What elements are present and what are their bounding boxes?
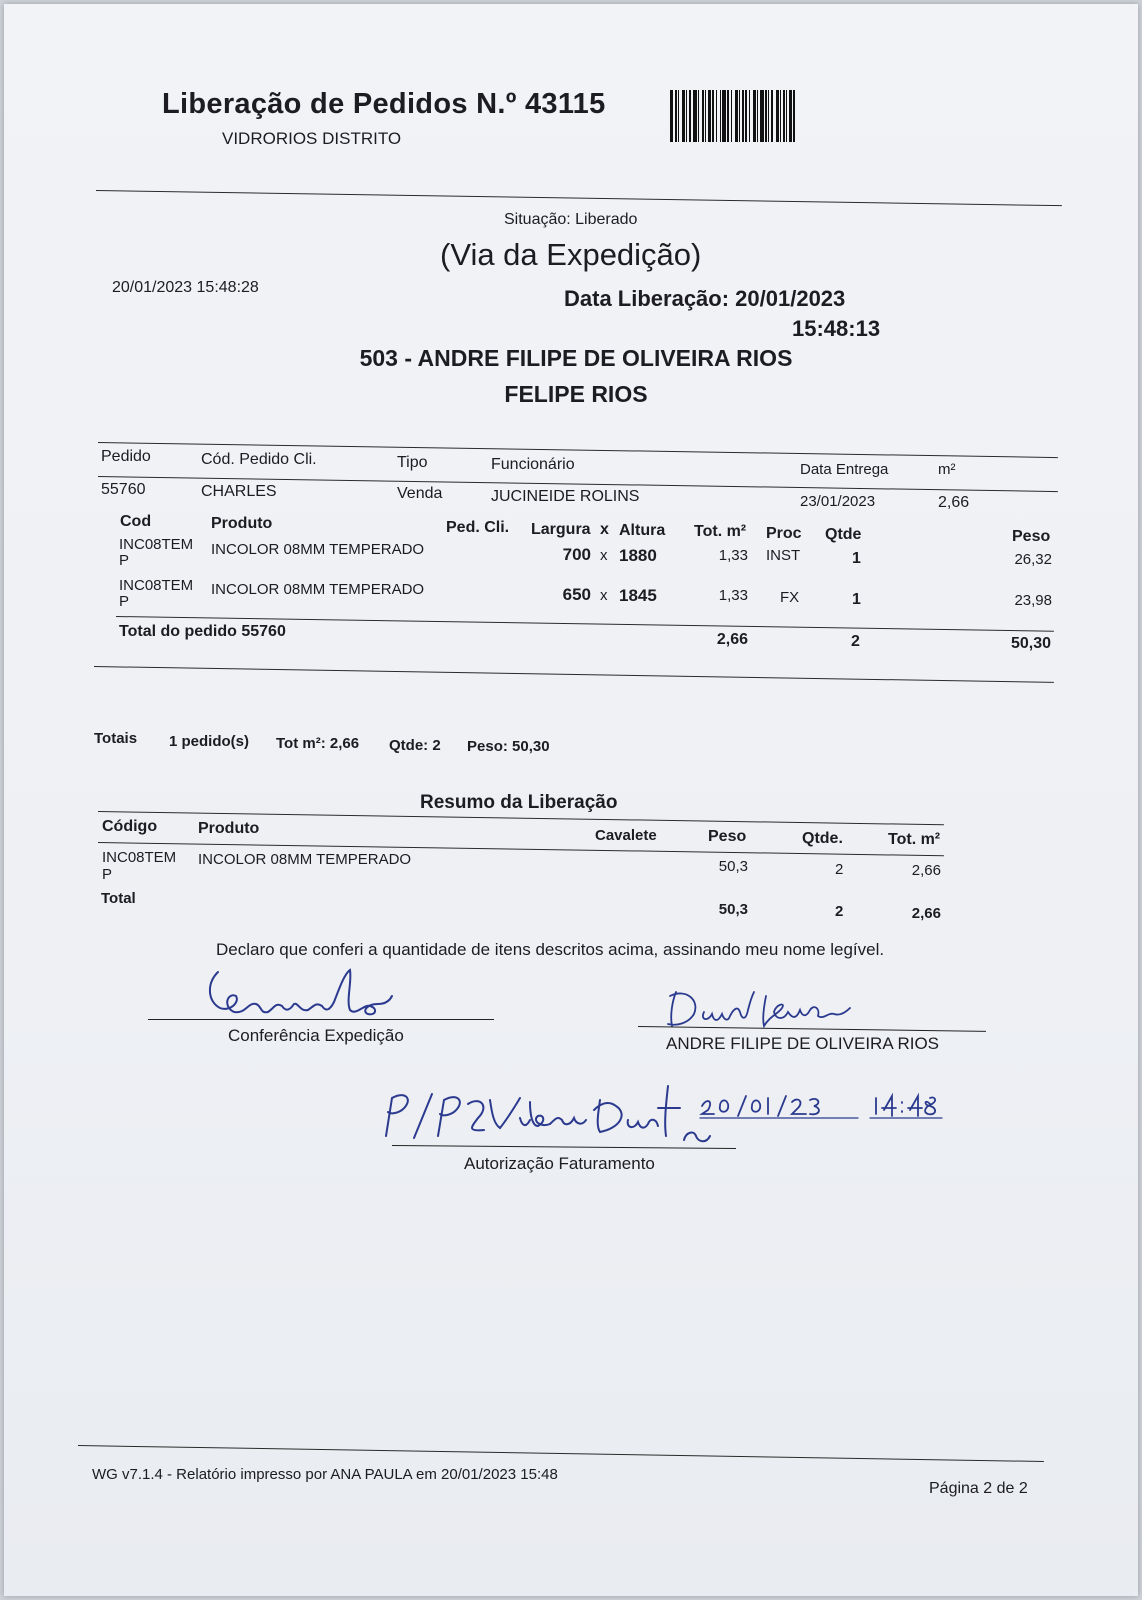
- signature-caption-right: ANDRE FILIPE DE OLIVEIRA RIOS: [666, 1034, 940, 1053]
- item-peso: 26,32: [1014, 551, 1052, 568]
- items-col-proc: Proc: [766, 525, 802, 542]
- summary-col-tot-m2: Tot. m²: [888, 831, 941, 848]
- item-produto: INCOLOR 08MM TEMPERADO: [211, 581, 425, 598]
- footer-rule: [78, 1445, 1044, 1462]
- item-produto: INCOLOR 08MM TEMPERADO: [211, 541, 425, 558]
- item-qtde: 1: [852, 591, 861, 608]
- barcode-bar: [693, 90, 697, 142]
- barcode-bar: [786, 90, 787, 142]
- header-divider: [96, 190, 1062, 206]
- summary-total-tot-m2: 2,66: [911, 905, 941, 922]
- signature-caption-bottom: Autorização Faturamento: [464, 1154, 655, 1173]
- items-col-x: x: [600, 521, 609, 538]
- summary-col-codigo: Código: [102, 818, 158, 835]
- totals-qtde: Qtde: 2: [389, 737, 441, 754]
- client-name: 503 - ANDRE FILIPE DE OLIVEIRA RIOS: [359, 345, 793, 371]
- totals-pedidos: 1 pedido(s): [169, 733, 250, 750]
- summary-tot-m2: 2,66: [911, 862, 941, 879]
- item-cod-suffix: P: [119, 552, 130, 569]
- signature-caption-left: Conferência Expedição: [228, 1026, 404, 1045]
- summary-cod: INC08TEM: [102, 849, 177, 866]
- summary-col-produto: Produto: [198, 820, 260, 837]
- order-total-label: Total do pedido 55760: [119, 623, 286, 640]
- barcode-bar: [720, 90, 721, 142]
- summary-col-qtde: Qtde.: [802, 830, 843, 847]
- order-total-peso: 50,30: [1010, 635, 1051, 652]
- barcode-bar: [757, 90, 758, 142]
- totals-peso: Peso: 50,30: [467, 738, 550, 755]
- release-date: Data Liberação: 20/01/2023: [564, 286, 846, 311]
- barcode-bar: [753, 90, 756, 142]
- document-sheet: [4, 4, 1138, 1596]
- col-funcionario: Funcionário: [491, 456, 575, 473]
- order-total-m2: 2,66: [716, 631, 748, 648]
- summary-total-peso: 50,3: [718, 901, 748, 918]
- client-nickname: FELIPE RIOS: [504, 381, 648, 407]
- barcode: [670, 90, 842, 142]
- barcode-bar: [686, 90, 687, 142]
- barcode-bar: [702, 90, 704, 142]
- item-tot-m2: 1,33: [718, 547, 748, 564]
- barcode-bar: [739, 90, 740, 142]
- item-altura: 1880: [619, 546, 657, 565]
- summary-title: Resumo da Liberação: [420, 792, 618, 813]
- order-pedido: 55760: [101, 481, 146, 498]
- item-x: x: [600, 547, 608, 564]
- summary-col-cavalete: Cavalete: [595, 827, 657, 844]
- signature-bottom: [380, 1078, 720, 1150]
- summary-total-label: Total: [101, 890, 136, 907]
- company-name: VIDRORIOS DISTRITO: [222, 129, 402, 148]
- barcode-bar: [793, 90, 795, 142]
- barcode-bar: [735, 90, 738, 142]
- barcode-bar: [708, 90, 711, 142]
- barcode-bar: [760, 90, 764, 142]
- items-col-tot-m2: Tot. m²: [694, 523, 747, 540]
- barcode-bar: [780, 90, 781, 142]
- order-m2: 2,66: [938, 494, 970, 511]
- barcode-bar: [731, 90, 732, 142]
- document-title: Liberação de Pedidos N.º 43115: [162, 88, 606, 120]
- barcode-bar: [765, 90, 767, 142]
- barcode-bar: [670, 90, 673, 142]
- order-cod-cli: CHARLES: [201, 483, 277, 500]
- barcode-bar: [716, 90, 717, 142]
- items-col-peso: Peso: [1012, 528, 1051, 545]
- barcode-bar: [678, 90, 679, 142]
- item-peso: 23,98: [1014, 592, 1052, 609]
- barcode-bar: [698, 90, 699, 142]
- item-cod: INC08TEM: [119, 536, 194, 553]
- item-qtde: 1: [852, 550, 861, 567]
- item-proc: INST: [766, 547, 801, 564]
- order-section-divider: [94, 666, 1054, 683]
- items-col-largura: Largura: [531, 521, 591, 538]
- barcode-bar: [689, 90, 691, 142]
- items-col-cod: Cod: [120, 513, 152, 530]
- order-data-entrega: 23/01/2023: [800, 493, 876, 510]
- barcode-bar: [727, 90, 729, 142]
- barcode-bar: [742, 90, 744, 142]
- summary-col-peso: Peso: [708, 828, 747, 845]
- order-funcionario: JUCINEIDE ROLINS: [491, 488, 640, 505]
- barcode-bar: [682, 90, 685, 142]
- item-cod-suffix: P: [119, 593, 130, 610]
- footer-printed-by: WG v7.1.4 - Relatório impresso por ANA PAULA em 20/01/2023 15:48: [92, 1466, 558, 1483]
- barcode-bar: [789, 90, 792, 142]
- items-col-qtde: Qtde: [825, 526, 862, 543]
- item-largura: 700: [562, 545, 591, 564]
- barcode-bar: [749, 90, 750, 142]
- page-number: Página 2 de 2: [929, 1480, 1028, 1497]
- summary-qtde: 2: [835, 861, 844, 878]
- summary-produto: INCOLOR 08MM TEMPERADO: [198, 851, 412, 868]
- release-time: 15:48:13: [792, 316, 881, 341]
- signature-line-left: [148, 1019, 494, 1020]
- col-pedido: Pedido: [101, 448, 151, 465]
- barcode-bar: [705, 90, 706, 142]
- barcode-bar: [745, 90, 747, 142]
- summary-cod-suffix: P: [102, 866, 113, 883]
- items-col-produto: Produto: [211, 515, 273, 532]
- order-tipo: Venda: [397, 485, 443, 502]
- col-data-entrega: Data Entrega: [800, 461, 889, 478]
- col-m2: m²: [938, 461, 956, 478]
- item-tot-m2: 1,33: [718, 587, 748, 604]
- barcode-bar: [722, 90, 726, 142]
- summary-total-qtde: 2: [835, 903, 844, 920]
- barcode-bar: [783, 90, 785, 142]
- item-cod: INC08TEM: [119, 577, 194, 594]
- barcode-bar: [675, 90, 677, 142]
- col-tipo: Tipo: [397, 454, 428, 471]
- item-largura: 650: [562, 585, 591, 604]
- items-col-ped-cli: Ped. Cli.: [446, 519, 510, 536]
- status-text: Situação: Liberado: [504, 211, 638, 228]
- signature-left: [200, 962, 400, 1024]
- barcode-bar: [776, 90, 779, 142]
- summary-peso: 50,3: [718, 858, 748, 875]
- barcode-bar: [771, 90, 773, 142]
- totals-m2: Tot m²: 2,66: [276, 735, 360, 752]
- totals-label: Totais: [94, 730, 138, 747]
- item-x: x: [600, 587, 608, 604]
- items-col-altura: Altura: [619, 522, 666, 539]
- item-proc: FX: [780, 589, 800, 606]
- col-cod-pedido-cli: Cód. Pedido Cli.: [201, 451, 317, 468]
- via-label: (Via da Expedição): [440, 237, 702, 272]
- printed-datetime: 20/01/2023 15:48:28: [112, 279, 259, 296]
- barcode-bar: [768, 90, 769, 142]
- declaration-text: Declaro que conferi a quantidade de itens descritos acima, assinando meu nome legível.: [216, 940, 885, 959]
- order-total-qtde: 2: [851, 633, 860, 650]
- handwritten-date: [698, 1086, 946, 1120]
- barcode-bar: [712, 90, 714, 142]
- item-altura: 1845: [619, 586, 657, 605]
